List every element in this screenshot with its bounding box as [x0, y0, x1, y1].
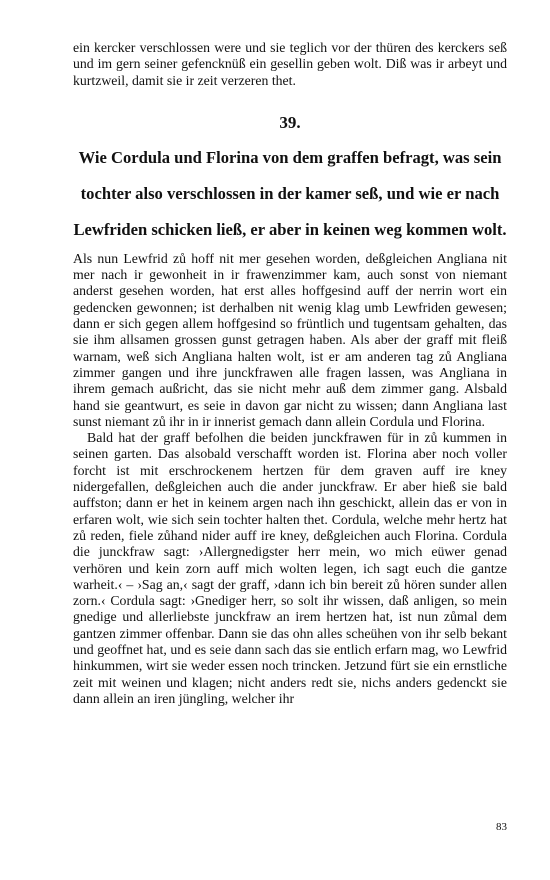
book-page — [73, 40, 507, 707]
paragraph-2: Bald hat der graff befolhen die beiden junckfrawen für in zů kummen in seinen garten. Das alsobald verschafft worden ist. Florina aber noch voller forcht ist mit erschrockenem hertzen für dem graven auff ire kney nidergefallen, deßgleichen auch die ander junckfraw. Er aber hieß sie bald auffston; dann er het in keinem argen nach ihn geschickt, allein das er von in erfaren wolt, wie sich sein tochter halten thet. Cordula, welche mehr hertz hat zů reden, fiele zůhand nider auff ire kney, deßgleichen auch Florina. Cordula die junckfraw sagt: ›Allergnedigster herr mein, wo mich eüwer genad verhören und kein zorn auff mich wolten legen, ich sagt euch die gantze warheit.‹ – ›Sag an,‹ sagt der graff, ›dann ich bin bereit zů hören sunder allen zorn.‹ Cordula sagt: ›Gnediger herr, so solt ihr wissen, daß anligen, so mein gnedige und allerliebste junckfraw an irem hertzen hat, ist nun zůmal dem gantzen zimmer offenbar. Dann sie das ohn alles scheühen von ihr selb bekant und geoffnet hat, und es seie dann sach das sie entlich erfarn mag, wo Lewfrid hinkummen, wirt sie weder essen noch trincken. Jetzund fürt sie ein ernstliche zeit mit weinen und klagen; nicht anders redt sie, nichs anders gedenckt sie dann allein an iren jüngling, welcher ihr — [73, 430, 507, 706]
page-number: 83 — [496, 821, 507, 833]
chapter-number: 39. — [279, 112, 301, 132]
chapter-heading: Wie Cordula und Florina von dem graffen befragt, was sein tochter also verschlossen in der kamer seß, und wie er nach Lewfriden schicken ließ, er aber in keinen weg kommen wolt. — [73, 147, 507, 239]
paragraph-1: Als nun Lewfrid zů hoff nit mer gesehen worden, deßgleichen Angliana nit mer nach ir gewonheit in ir frawenzimmer kam, auch sonst von niemant anderst gesehen worden, hat erst alles hoffgesind auff der nerrin wort ein gedencken gewonnen; ist derhalben nit wenig klag umb Lewfriden gewesen; dann er sich gegen allem hoffgesind so früntlich und tugentsam gehalten, das sie ihm allsamen grossen gunst getragen haben. Als aber der graff mit fleiß warnam, weß sich Angliana halten wolt, ist er am anderen tag zů Angliana zimmer gangen und ihre junckfrawen alle fragen lassen, was Angliana in ihrem gemach außricht, das sie nicht mehr auß dem zimmer gang. Alsbald hand sie geantwurt, es seie in davon gar nicht zu wissen; dann Angliana last sunst niemant zů ihr in ir innerist gemach dann allein Cordula und Florina. — [73, 250, 507, 429]
intro-paragraph: ein kercker verschlossen were und sie teglich vor der thüren des kerckers seß und im gern seiner gefencknüß ein gesellin geben wolt. Diß was ir arbeyt und kurtzweil, damit sie ir zeit verzeren thet. — [73, 40, 507, 88]
